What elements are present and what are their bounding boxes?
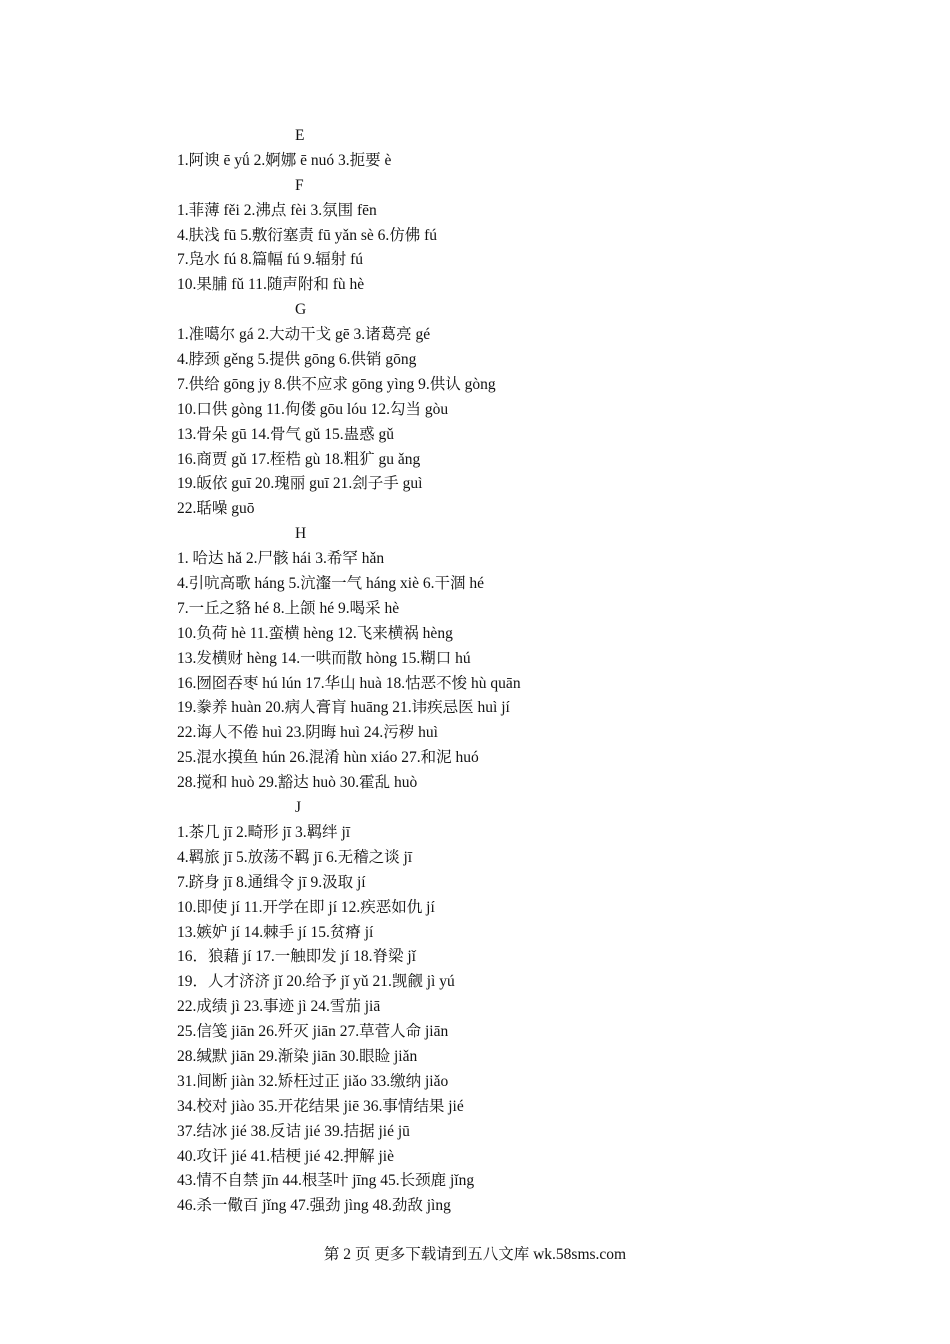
- pronunciation-entry-line: 7.一丘之貉 hé 8.上颌 hé 9.喝采 hè: [177, 599, 400, 617]
- pronunciation-entry-line: 19.皈依 guī 20.瑰丽 guī 21.刽子手 guì: [177, 475, 423, 493]
- pronunciation-entry-line: 37.结冰 jié 38.反诘 jié 39.拮据 jié jū: [177, 1122, 410, 1140]
- pronunciation-entry-line: 1.菲薄 fěi 2.沸点 fèi 3.氛围 fēn: [177, 201, 377, 219]
- pronunciation-entry-line: 25.信笺 jiān 26.歼灭 jiān 27.草菅人命 jiān: [177, 1023, 449, 1041]
- pronunciation-entry-line: 16．狼藉 jí 17.一触即发 jí 18.脊梁 jǐ: [177, 948, 416, 966]
- pronunciation-entry-line: 7.跻身 jī 8.通缉令 jī 9.汲取 jí: [177, 873, 366, 891]
- pronunciation-entry-line: 16.商贾 gǔ 17.桎梏 gù 18.粗犷 gu ǎng: [177, 450, 421, 468]
- pronunciation-entry-line: 22.成绩 jì 23.事迹 jì 24.雪茄 jiā: [177, 998, 381, 1016]
- pronunciation-entry-line: 1.准噶尔 gá 2.大动干戈 gē 3.诸葛亮 gé: [177, 326, 431, 344]
- pronunciation-entry-line: 4.肤浅 fū 5.敷衍塞责 fū yǎn sè 6.仿佛 fú: [177, 226, 438, 244]
- pronunciation-entry-line: 10.即使 jí 11.开学在即 jí 12.疾恶如仇 jí: [177, 898, 435, 916]
- pronunciation-entry-line: 31.间断 jiàn 32.矫枉过正 jiǎo 33.缴纳 jiǎo: [177, 1072, 449, 1090]
- pronunciation-entry-line: 22.聒噪 guō: [177, 500, 255, 518]
- pronunciation-entry-line: 34.校对 jiào 35.开花结果 jiē 36.事情结果 jié: [177, 1097, 464, 1115]
- section-letter-heading: E: [295, 127, 305, 144]
- pronunciation-entry-line: 4.引吭高歌 háng 5.沆瀣一气 háng xiè 6.干涸 hé: [177, 575, 484, 593]
- pronunciation-entry-line: 22.诲人不倦 huì 23.阴晦 huì 24.污秽 huì: [177, 724, 438, 742]
- pronunciation-entry-line: 43.情不自禁 jīn 44.根茎叶 jīng 45.长颈鹿 jǐng: [177, 1172, 475, 1190]
- pronunciation-entry-line: 4.脖颈 gěng 5.提供 gōng 6.供销 gōng: [177, 351, 417, 369]
- pronunciation-entry-line: 4.羁旅 jī 5.放荡不羁 jī 6.无稽之谈 jī: [177, 848, 413, 866]
- pronunciation-entry-line: 1.阿谀 ē yǘ 2.婀娜 ē nuó 3.扼要 è: [177, 151, 392, 169]
- pronunciation-entry-line: 13.发横财 hèng 14.一哄而散 hòng 15.糊口 hú: [177, 649, 471, 667]
- pronunciation-entry-line: 40.攻讦 jié 41.桔梗 jié 42.押解 jiè: [177, 1147, 394, 1165]
- section-letter-heading: H: [295, 525, 307, 543]
- pronunciation-entry-line: 19．人才济济 jǐ 20.给予 jǐ yǔ 21.觊觎 jì yú: [177, 973, 455, 991]
- pronunciation-entry-line: 19.豢养 huàn 20.病人膏肓 huāng 21.讳疾忌医 huì jí: [177, 699, 510, 717]
- pronunciation-entry-line: 10.负荷 hè 11.蛮横 hèng 12.飞来横祸 hèng: [177, 624, 453, 642]
- pronunciation-entry-line: 13.骨朵 gū 14.骨气 gǔ 15.蛊惑 gǔ: [177, 425, 395, 443]
- page-footer: 第 2 页 更多下载请到五八文库 wk.58sms.com: [323, 1246, 627, 1263]
- pronunciation-list: [177, 124, 857, 1219]
- section-letter-heading: F: [295, 176, 304, 194]
- pronunciation-entry-line: 13.嫉妒 jí 14.棘手 jí 15.贫瘠 jí: [177, 923, 374, 941]
- pronunciation-entry-line: 1.茶几 jī 2.畸形 jī 3.羁绊 jī: [177, 823, 351, 841]
- section-letter-heading: G: [295, 301, 307, 319]
- pronunciation-entry-line: 25.混水摸鱼 hún 26.混淆 hùn xiáo 27.和泥 huó: [177, 749, 479, 767]
- pronunciation-entry-line: 46.杀一儆百 jǐng 47.强劲 jìng 48.劲敌 jìng: [177, 1197, 451, 1215]
- pronunciation-entry-line: 10.果脯 fǔ 11.随声附和 fù hè: [177, 276, 365, 294]
- pronunciation-entry-line: 28.搅和 huò 29.豁达 huò 30.霍乱 huò: [177, 774, 418, 792]
- section-letter-heading: J: [295, 799, 302, 817]
- pronunciation-entry-line: 28.缄默 jiān 29.渐染 jiān 30.眼睑 jiǎn: [177, 1047, 418, 1065]
- pronunciation-entry-line: 7.凫水 fú 8.篇幅 fú 9.辐射 fú: [177, 251, 363, 269]
- pronunciation-entry-line: 1. 哈达 hǎ 2.尸骸 hái 3.希罕 hǎn: [177, 550, 385, 568]
- pronunciation-entry-line: 10.口供 gòng 11.佝偻 gōu lóu 12.勾当 gòu: [177, 400, 449, 418]
- pronunciation-entry-line: 16.囫囵吞枣 hú lún 17.华山 huà 18.怙恶不悛 hù quān: [177, 674, 521, 692]
- pronunciation-entry-line: 7.供给 gōng jy 8.供不应求 gōng yìng 9.供认 gòng: [177, 375, 496, 393]
